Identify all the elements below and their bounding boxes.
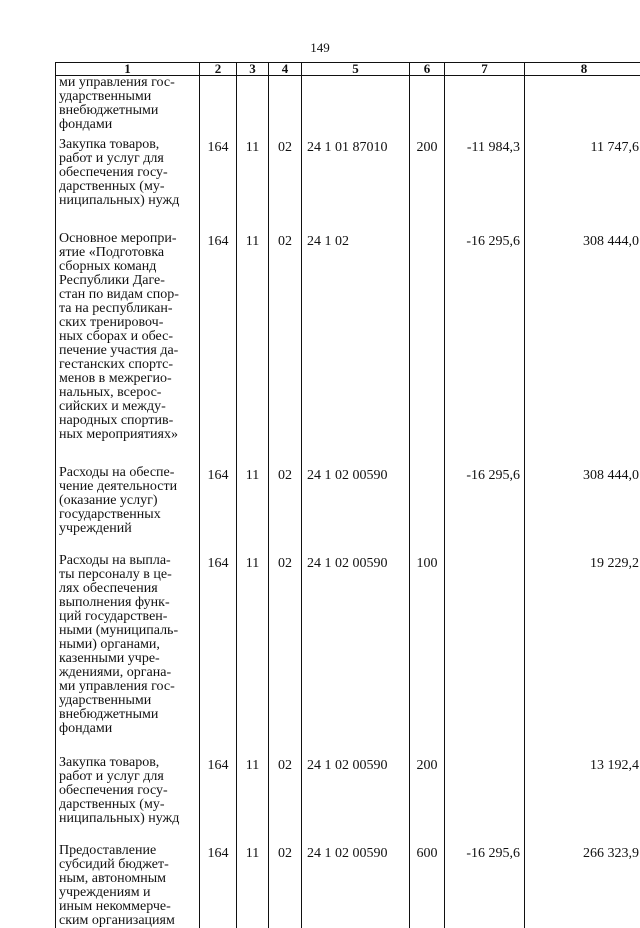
row-name-cell: Закупка товаров, работ и услуг для обеспечения госу- дарственных (му- ниципальных) нужд [56,756,200,826]
row-spacer [56,442,640,466]
spacer-cell [302,208,410,232]
row-name-cell: ми управления гос- ударственными внебюджетными фондами [56,76,200,133]
page-number: 149 [0,40,640,56]
cell-col-4: 02 [269,466,302,536]
cell-col-2: 164 [200,844,237,928]
table-row [56,232,640,442]
row-name-cell: Предоставление субсидий бюджет- ным, автономным учреждениям и иным некоммерче- ским организациям [56,844,200,928]
cell-col-4 [269,76,302,133]
cell-col-6 [410,466,445,536]
cell-col-8 [525,76,640,133]
table-row [56,554,640,736]
spacer-cell [525,826,640,844]
cell-col-5: 24 1 02 00590 [302,554,410,736]
spacer-cell [237,442,269,466]
cell-col-6 [410,76,445,133]
cell-col-7 [445,756,525,826]
row-name-cell: Расходы на обеспе- чение деятельности (оказание услуг) государственных учреждений [56,466,200,536]
table-row [56,844,640,928]
spacer-cell [525,536,640,554]
cell-col-6: 200 [410,138,445,208]
spacer-cell [200,442,237,466]
table-row [56,466,640,536]
cell-col-8: 11 747,6 [525,138,640,208]
spacer-cell [200,736,237,756]
cell-col-7: -16 295,6 [445,466,525,536]
cell-col-7: -11 984,3 [445,138,525,208]
header-col-5: 5 [302,63,410,76]
cell-col-5: 24 1 02 [302,232,410,442]
cell-col-4: 02 [269,756,302,826]
row-spacer [56,208,640,232]
spacer-cell [410,536,445,554]
spacer-cell [302,826,410,844]
spacer-cell [410,442,445,466]
spacer-cell [445,736,525,756]
cell-col-3: 11 [237,466,269,536]
cell-col-6: 200 [410,756,445,826]
spacer-cell [56,536,200,554]
spacer-cell [445,826,525,844]
cell-col-5 [302,76,410,133]
spacer-cell [525,208,640,232]
cell-col-3: 11 [237,756,269,826]
cell-col-6: 100 [410,554,445,736]
header-col-2: 2 [200,63,237,76]
row-spacer [56,536,640,554]
spacer-cell [56,208,200,232]
spacer-cell [269,208,302,232]
spacer-cell [269,736,302,756]
header-col-3: 3 [237,63,269,76]
spacer-cell [302,736,410,756]
cell-col-2: 164 [200,232,237,442]
spacer-cell [56,442,200,466]
cell-col-6 [410,232,445,442]
spacer-cell [56,736,200,756]
spacer-cell [237,208,269,232]
cell-col-6: 600 [410,844,445,928]
cell-col-8: 266 323,9 [525,844,640,928]
spacer-cell [525,442,640,466]
row-name-cell: Основное меропри- ятие «Подготовка сборных команд Республики Даге- стан по видам спор- та на республикан- ских тренировоч- ных сборах и обес- печение участия да- гестанских спортс- менов в межрегио- нальных, всерос- сийских и между- народных спортив- ных мероприятиях» [56,232,200,442]
spacer-cell [410,826,445,844]
spacer-cell [302,536,410,554]
spacer-cell [302,442,410,466]
header-col-8: 8 [525,63,640,76]
spacer-cell [237,826,269,844]
cell-col-3: 11 [237,844,269,928]
spacer-cell [269,536,302,554]
header-col-4: 4 [269,63,302,76]
header-col-7: 7 [445,63,525,76]
spacer-cell [200,536,237,554]
spacer-cell [269,826,302,844]
spacer-cell [200,826,237,844]
table-row [56,756,640,826]
cell-col-7: -16 295,6 [445,844,525,928]
cell-col-5: 24 1 02 00590 [302,756,410,826]
header-col-1: 1 [56,63,200,76]
cell-col-3: 11 [237,138,269,208]
cell-col-2: 164 [200,466,237,536]
budget-table [55,62,640,928]
cell-col-8: 19 229,2 [525,554,640,736]
spacer-cell [269,442,302,466]
cell-col-4: 02 [269,844,302,928]
spacer-cell [200,208,237,232]
spacer-cell [237,536,269,554]
header-row [56,63,640,76]
cell-col-4: 02 [269,138,302,208]
cell-col-5: 24 1 01 87010 [302,138,410,208]
cell-col-7: -16 295,6 [445,232,525,442]
cell-col-2: 164 [200,554,237,736]
spacer-cell [237,736,269,756]
cell-col-8: 13 192,4 [525,756,640,826]
spacer-cell [410,208,445,232]
row-name-cell: Расходы на выпла- ты персоналу в це- лях обеспечения выполнения функ- ций государствен- ными (муниципаль- ными) органами, казенными учре- ждениями, органа- ми управления гос- ударственными внебюджетными фондами [56,554,200,736]
table-row [56,138,640,208]
cell-col-2 [200,76,237,133]
cell-col-4: 02 [269,232,302,442]
spacer-cell [445,442,525,466]
cell-col-7 [445,76,525,133]
spacer-cell [525,736,640,756]
cell-col-3: 11 [237,554,269,736]
row-spacer [56,826,640,844]
spacer-cell [445,208,525,232]
table-row [56,76,640,133]
row-spacer [56,736,640,756]
cell-col-2: 164 [200,138,237,208]
cell-col-7 [445,554,525,736]
spacer-cell [410,736,445,756]
cell-col-5: 24 1 02 00590 [302,844,410,928]
cell-col-8: 308 444,0 [525,466,640,536]
cell-col-5: 24 1 02 00590 [302,466,410,536]
cell-col-3 [237,76,269,133]
cell-col-3: 11 [237,232,269,442]
cell-col-8: 308 444,0 [525,232,640,442]
spacer-cell [56,826,200,844]
row-name-cell: Закупка товаров, работ и услуг для обеспечения госу- дарственных (му- ниципальных) нужд [56,138,200,208]
spacer-cell [445,536,525,554]
cell-col-2: 164 [200,756,237,826]
cell-col-4: 02 [269,554,302,736]
header-col-6: 6 [410,63,445,76]
